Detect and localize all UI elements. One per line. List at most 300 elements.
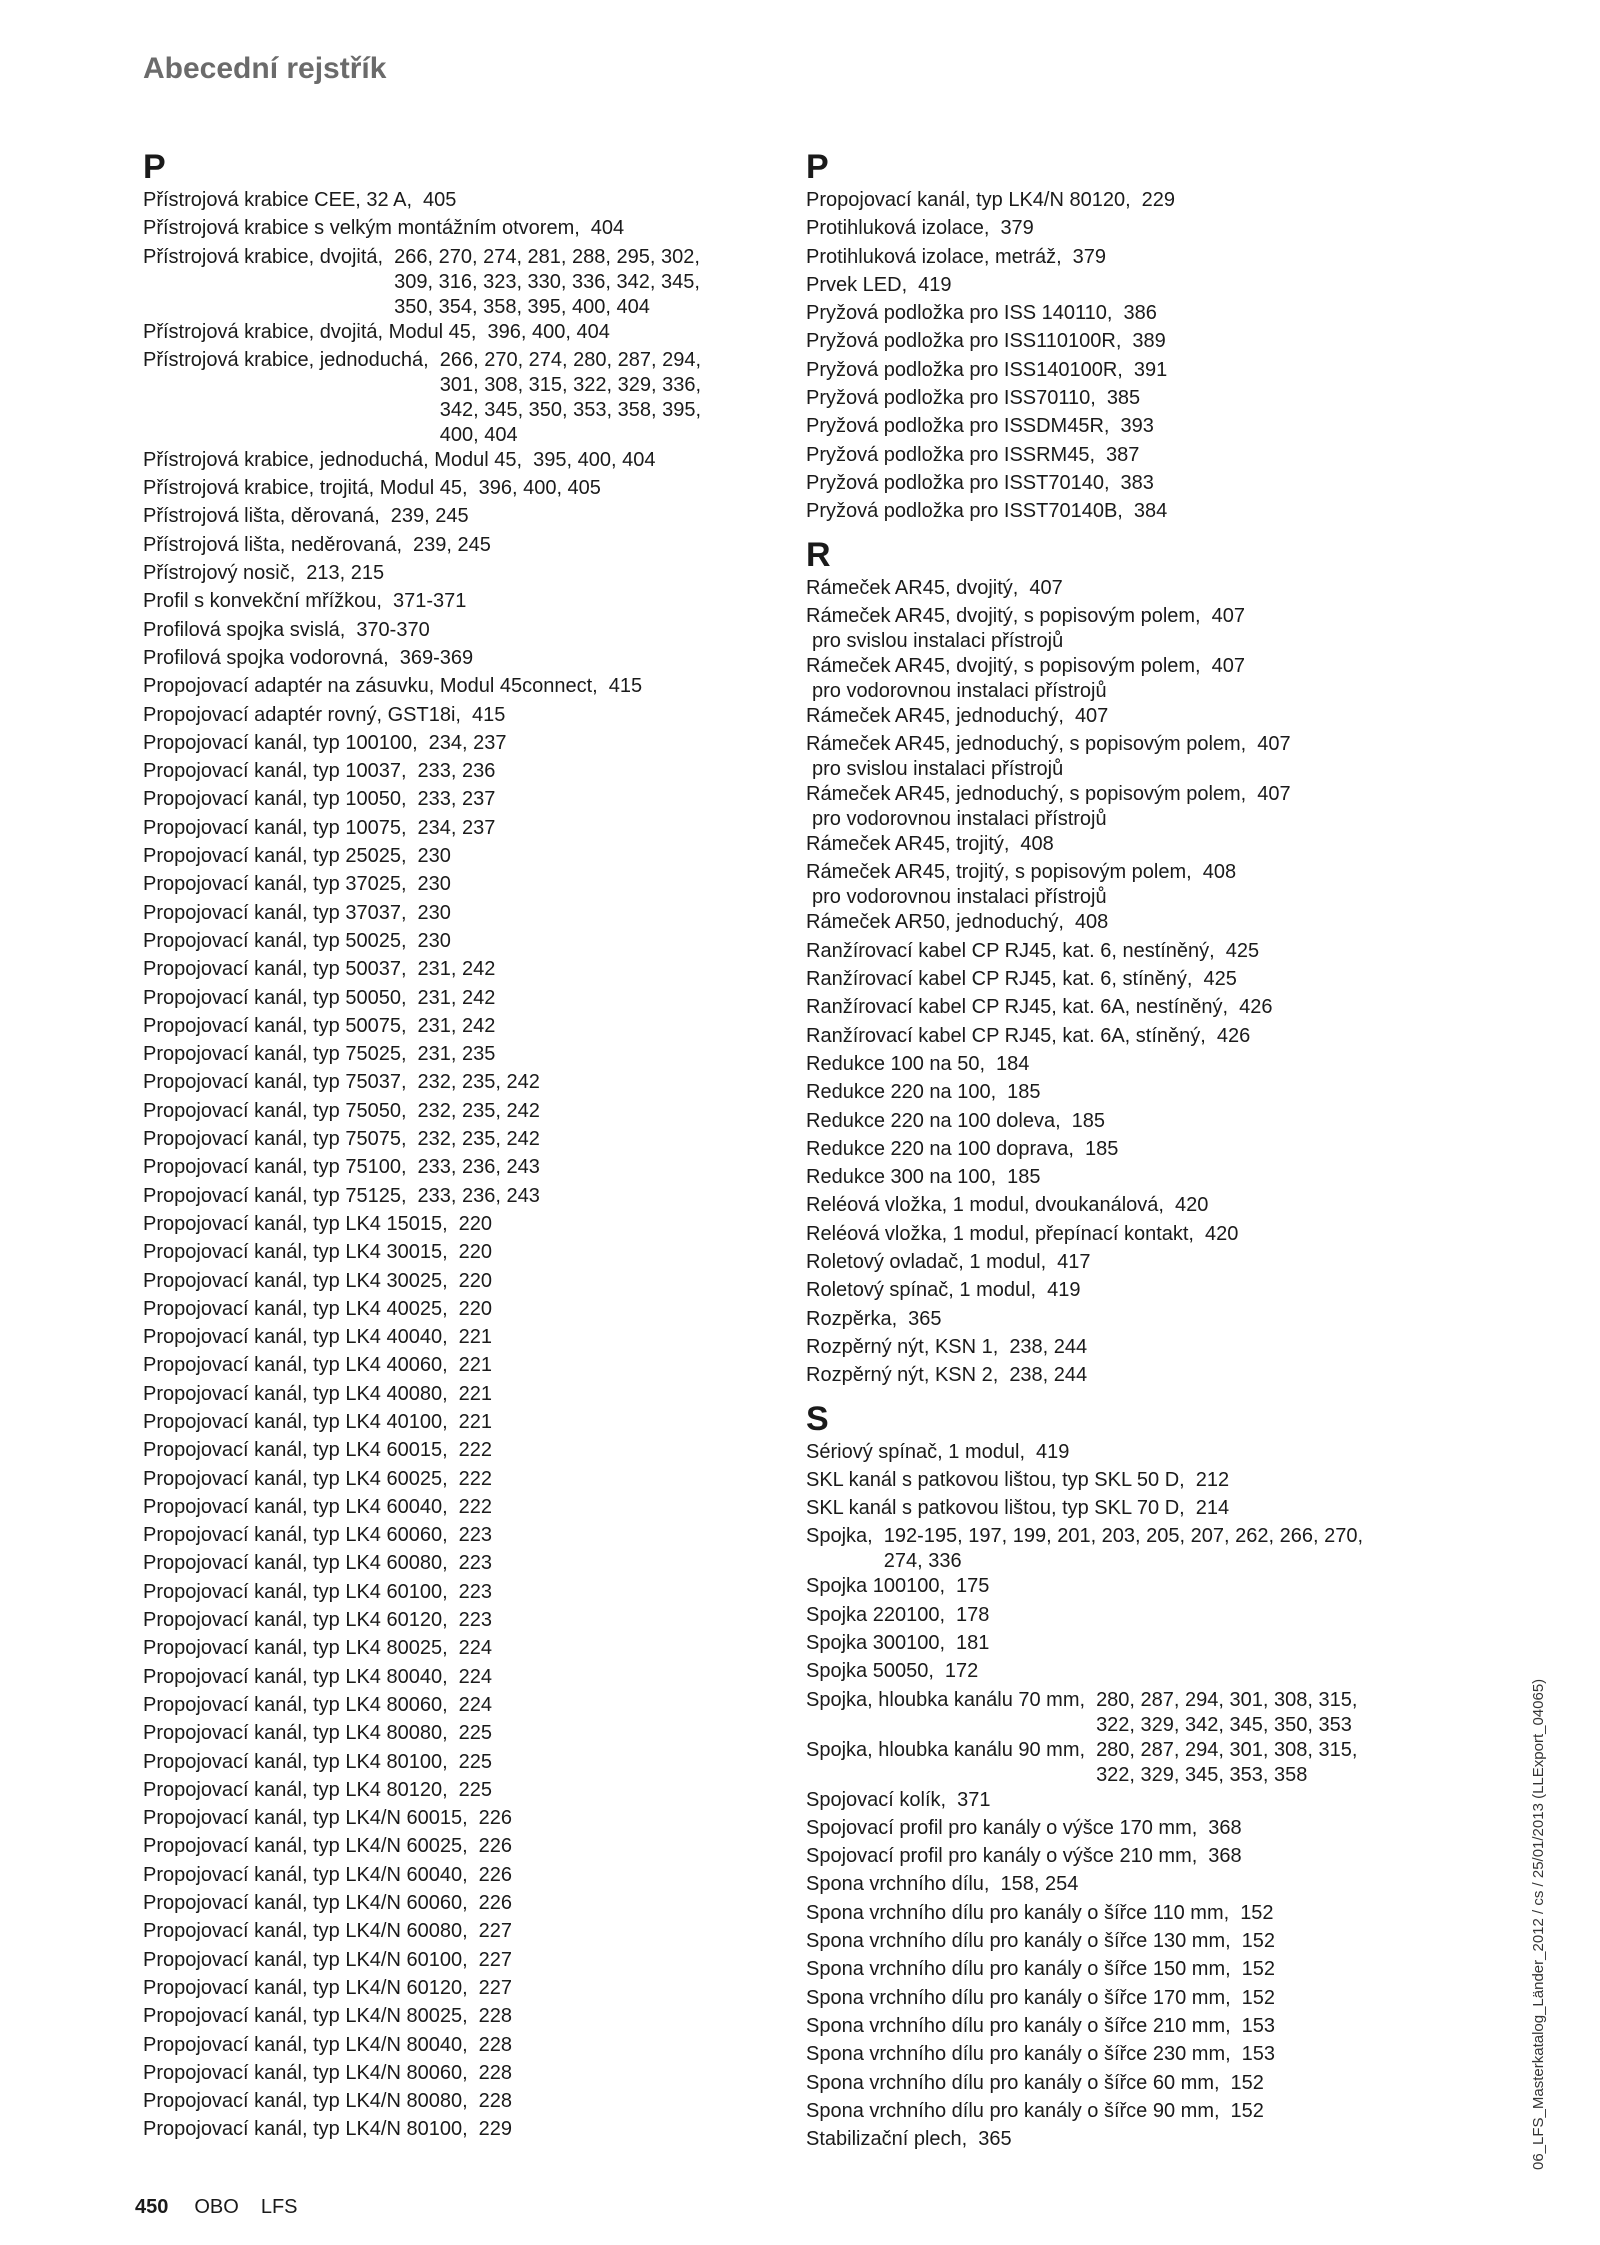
entry-term: Spojka 50050, <box>806 1660 934 1683</box>
entry-term: Ranžírovací kabel CP RJ45, kat. 6A, stíněný, <box>806 1024 1206 1047</box>
entry-term: SKL kanál s patkovou lištou, typ SKL 70 D, <box>806 1497 1185 1520</box>
entry-pages: 225 <box>458 1750 493 1773</box>
entry-pages: 225 <box>458 1778 493 1801</box>
entry-pages: 226 <box>478 1835 513 1858</box>
entry-term: Propojovací kanál, typ 37037, <box>143 901 407 924</box>
index-entry <box>143 1297 783 1325</box>
index-entry <box>143 533 783 561</box>
entry-term: Propojovací adaptér rovný, GST18i, <box>143 703 461 726</box>
entry-term: Propojovací kanál, typ 37025, <box>143 873 407 896</box>
entry-pages: 223 <box>458 1524 493 1547</box>
index-entry <box>143 1155 783 1183</box>
entry-pages: 379 <box>1072 245 1107 268</box>
index-entry <box>806 2042 1506 2070</box>
index-entry <box>143 1948 783 1976</box>
entry-pages: 220 <box>458 1269 493 1292</box>
index-entry <box>143 1778 783 1806</box>
index-entry <box>143 1693 783 1721</box>
entry-term: Propojovací kanál, typ LK4/N 80040, <box>143 2033 468 2056</box>
entry-term: Spojka, hloubka kanálu 70 mm, <box>806 1688 1086 1711</box>
entry-term: Propojovací kanál, typ LK4 40040, <box>143 1326 448 1349</box>
index-entry <box>806 1957 1506 1985</box>
entry-term: Propojovací kanál, typ LK4 60040, <box>143 1495 448 1518</box>
entry-pages: 223 <box>458 1609 493 1632</box>
entry-pages: 239, 245 <box>413 533 491 556</box>
index-entry <box>143 1240 783 1268</box>
index-entry <box>143 1721 783 1749</box>
entry-term: Rozpěrka, <box>806 1307 898 1330</box>
entry-pages: 365 <box>978 2128 1012 2151</box>
entry-pages: 220 <box>458 1241 493 1264</box>
index-entry <box>806 499 1506 527</box>
entry-pages: 407 <box>1211 654 1245 677</box>
index-entry <box>143 1184 783 1212</box>
entry-pages: 425 <box>1225 939 1260 962</box>
entry-pages: 153 <box>1241 2014 1276 2037</box>
entry-pages: 229 <box>478 2118 513 2141</box>
entry-term: Profilová spojka svislá, <box>143 618 346 641</box>
entry-term: Propojovací kanál, typ LK4 80080, <box>143 1722 448 1745</box>
index-entry <box>143 1891 783 1919</box>
index-entry <box>806 1524 1506 1574</box>
entry-term: Propojovací kanál, typ LK4/N 80025, <box>143 2005 468 2028</box>
entry-term: Přístrojová krabice s velkým montážním otvorem, <box>143 217 580 240</box>
entry-pages: 386 <box>1123 302 1157 325</box>
entry-pages: 222 <box>458 1467 493 1490</box>
index-entry <box>143 1834 783 1862</box>
footer-catalog: LFS <box>260 2196 298 2218</box>
entry-term: Ranžírovací kabel CP RJ45, kat. 6A, nestíněný, <box>806 996 1229 1019</box>
entry-term: Propojovací kanál, typ 100100, <box>143 731 418 754</box>
entry-pages: 184 <box>996 1052 1030 1075</box>
entry-term: Pryžová podložka pro ISS140100R, <box>806 358 1123 381</box>
entry-term: Propojovací kanál, typ LK4 80120, <box>143 1778 448 1801</box>
entry-term: Propojovací kanál, typ LK4 60025, <box>143 1467 448 1490</box>
index-entry <box>143 1495 783 1523</box>
entry-pages: 238, 244 <box>1009 1335 1088 1358</box>
entry-term: Spojka 100100, <box>806 1575 946 1598</box>
index-entry <box>143 787 783 815</box>
index-entry <box>143 1438 783 1466</box>
entry-subterm: pro vodorovnou instalaci přístrojů <box>812 808 1107 831</box>
entry-pages: 280, 287, 294, 301, 308, 315, 322, 329, 345, 353, 358 <box>1096 1738 1358 1786</box>
entry-pages: 415 <box>471 703 506 726</box>
entry-pages: 230 <box>417 845 451 868</box>
entry-pages: 152 <box>1241 1958 1276 1981</box>
entry-term: Redukce 220 na 100 doprava, <box>806 1137 1074 1160</box>
index-entry <box>143 1523 783 1551</box>
index-entry <box>806 995 1506 1023</box>
entry-term: Roletový ovladač, 1 modul, <box>806 1251 1047 1274</box>
index-entry <box>806 2014 1506 2042</box>
index-entry <box>143 1353 783 1381</box>
index-entry <box>806 732 1506 782</box>
entry-term: Propojovací kanál, typ 25025, <box>143 845 407 868</box>
entry-pages: 419 <box>918 273 952 296</box>
entry-term: Spona vrchního dílu pro kanály o šířce 170 mm, <box>806 1986 1231 2009</box>
entry-pages: 185 <box>1084 1137 1119 1160</box>
entry-pages: 223 <box>458 1552 493 1575</box>
index-entry <box>806 1024 1506 1052</box>
index-entry <box>806 910 1506 938</box>
entry-term: Propojovací kanál, typ LK4/N 60015, <box>143 1807 468 1830</box>
entry-term: Přístrojová krabice CEE, 32 A, <box>143 189 413 211</box>
index-entry <box>143 844 783 872</box>
entry-pages: 234, 237 <box>417 816 496 839</box>
entry-pages: 234, 237 <box>428 731 507 754</box>
index-entry <box>806 386 1506 414</box>
entry-term: Spojovací profil pro kanály o výšce 170 mm, <box>806 1816 1198 1839</box>
entry-term: Redukce 100 na 50, <box>806 1052 986 1075</box>
entry-term: Propojovací kanál, typ LK4 80040, <box>143 1665 448 1688</box>
entry-subterm: pro vodorovnou instalaci přístrojů <box>812 679 1107 702</box>
entry-term: Propojovací kanál, typ 75025, <box>143 1043 407 1066</box>
index-entry <box>143 674 783 702</box>
index-entry <box>143 348 783 448</box>
entry-term: Propojovací kanál, typ 10037, <box>143 760 407 783</box>
entry-pages: 213, 215 <box>306 562 385 585</box>
entry-term: Propojovací kanál, typ LK4 40060, <box>143 1354 448 1377</box>
entry-term: Propojovací kanál, typ LK4 30015, <box>143 1241 448 1264</box>
entry-pages: 220 <box>458 1212 493 1235</box>
index-entry <box>143 245 783 320</box>
index-entry <box>143 1212 783 1240</box>
index-entry <box>806 654 1506 704</box>
page-number: 450 <box>135 2196 169 2218</box>
index-entry <box>806 471 1506 499</box>
entry-pages: 393 <box>1120 415 1154 438</box>
entry-term: Propojovací kanál, typ 75125, <box>143 1184 407 1207</box>
entry-term: Pryžová podložka pro ISSRM45, <box>806 443 1096 466</box>
entry-pages: 233, 237 <box>417 788 496 811</box>
index-column-left <box>143 146 783 2146</box>
entry-term: Rámeček AR45, trojitý, <box>806 833 1010 856</box>
entry-pages: 365 <box>908 1307 942 1330</box>
index-entry <box>143 1750 783 1778</box>
entry-pages: 233, 236 <box>417 760 496 783</box>
index-entry <box>143 448 783 476</box>
entry-pages: 226 <box>478 1892 513 1915</box>
entry-term: Přístrojová krabice, jednoduchá, Modul 45, <box>143 448 523 471</box>
entry-pages: 408 <box>1074 911 1109 934</box>
entry-pages: 231, 242 <box>417 986 496 1009</box>
entry-term: Propojovací kanál, typ LK4/N 80060, <box>143 2061 468 2084</box>
index-entry <box>806 1468 1506 1496</box>
entry-term: Rámeček AR45, trojitý, s popisovým polem, <box>806 861 1192 884</box>
index-entry <box>143 320 783 348</box>
entry-subterm: pro svislou instalaci přístrojů <box>812 629 1064 652</box>
index-entry <box>143 2089 783 2117</box>
index-entry <box>806 273 1506 301</box>
index-entry <box>143 2004 783 2032</box>
index-entry <box>143 1863 783 1891</box>
entry-pages: 232, 235, 242 <box>417 1071 540 1094</box>
index-entry <box>806 1250 1506 1278</box>
index-entry <box>806 576 1506 604</box>
entry-term: Propojovací adaptér na zásuvku, Modul 45connect, <box>143 675 598 698</box>
index-entry <box>806 329 1506 357</box>
entry-term: Propojovací kanál, typ 10075, <box>143 816 407 839</box>
index-entry <box>806 1659 1506 1687</box>
section-letter: R <box>806 535 831 574</box>
entry-pages: 152 <box>1230 2099 1264 2122</box>
entry-term: Propojovací kanál, typ LK4/N 60060, <box>143 1892 468 1915</box>
entry-term: Profil s konvekční mřížkou, <box>143 590 382 613</box>
index-entry <box>806 1080 1506 1108</box>
entry-term: Propojovací kanál, typ 75075, <box>143 1128 407 1151</box>
entry-term: Spona vrchního dílu pro kanály o šířce 210 mm, <box>806 2014 1231 2037</box>
entry-term: Rámeček AR45, jednoduchý, <box>806 704 1064 727</box>
entry-pages: 383 <box>1120 471 1154 494</box>
entry-term: Rámeček AR45, dvojitý, s popisovým polem, <box>806 604 1201 627</box>
index-entry <box>806 216 1506 244</box>
index-entry <box>806 704 1506 732</box>
entry-pages: 225 <box>458 1722 493 1745</box>
index-entry <box>143 1467 783 1495</box>
index-entry <box>143 986 783 1014</box>
entry-term: Propojovací kanál, typ 50075, <box>143 1014 407 1037</box>
entry-term: Pryžová podložka pro ISS70110, <box>806 387 1096 410</box>
entry-pages: 233, 236, 243 <box>417 1156 540 1179</box>
index-entry <box>806 1307 1506 1335</box>
entry-pages: 175 <box>956 1575 990 1598</box>
entry-term: Spojka, hloubka kanálu 90 mm, <box>806 1738 1086 1761</box>
index-entry <box>143 1014 783 1042</box>
entry-term: SKL kanál s patkovou lištou, typ SKL 50 D, <box>806 1468 1185 1491</box>
entry-term: Propojovací kanál, typ LK4 40025, <box>143 1297 448 1320</box>
index-entry <box>806 1631 1506 1659</box>
index-entry <box>143 703 783 731</box>
entry-pages: 371 <box>957 1788 991 1811</box>
entry-pages: 420 <box>1205 1222 1239 1245</box>
entry-pages: 385 <box>1106 387 1141 410</box>
entry-term: Stabilizační plech, <box>806 2128 968 2151</box>
index-entry <box>143 1269 783 1297</box>
index-entry <box>806 1363 1506 1391</box>
index-entry <box>143 216 783 244</box>
entry-pages: 227 <box>478 1920 513 1943</box>
entry-pages: 227 <box>478 1948 513 1971</box>
entry-pages: 226 <box>478 1807 513 1830</box>
entry-pages: 426 <box>1239 996 1273 1019</box>
index-entry <box>143 929 783 957</box>
entry-term: Ranžírovací kabel CP RJ45, kat. 6, stíněný, <box>806 968 1193 991</box>
entry-pages: 415 <box>608 675 643 698</box>
entry-pages: 384 <box>1133 500 1168 523</box>
entry-pages: 214 <box>1195 1497 1230 1520</box>
entry-pages: 221 <box>458 1354 493 1377</box>
entry-pages: 152 <box>1241 1930 1276 1953</box>
index-entry <box>806 2099 1506 2127</box>
entry-term: Spojovací profil pro kanály o výšce 210 mm, <box>806 1845 1198 1868</box>
entry-pages: 371-371 <box>392 590 467 613</box>
index-entry <box>143 872 783 900</box>
index-section <box>806 146 1506 528</box>
entry-term: Rozpěrný nýt, KSN 2, <box>806 1364 999 1387</box>
index-entry <box>143 1410 783 1438</box>
entry-pages: 152 <box>1241 1986 1276 2009</box>
index-entry <box>806 1603 1506 1631</box>
entry-term: Propojovací kanál, typ 50050, <box>143 986 407 1009</box>
index-entry <box>806 1222 1506 1250</box>
entry-term: Přístrojová krabice, trojitá, Modul 45, <box>143 477 468 500</box>
index-entry <box>143 646 783 674</box>
index-entry <box>806 1788 1506 1816</box>
index-entry <box>806 358 1506 386</box>
entry-pages: 407 <box>1257 733 1291 756</box>
index-entry <box>806 1496 1506 1524</box>
entry-term: Spojka 220100, <box>806 1603 946 1626</box>
index-entry <box>143 1551 783 1579</box>
entry-subterm: pro svislou instalaci přístrojů <box>812 758 1064 781</box>
entry-term: Reléová vložka, 1 modul, dvoukanálová, <box>806 1194 1164 1217</box>
index-entry <box>806 301 1506 329</box>
entry-term: Propojovací kanál, typ LK4/N 80120, <box>806 189 1131 211</box>
index-section <box>806 534 1506 1392</box>
index-entry <box>143 731 783 759</box>
entry-term: Pryžová podložka pro ISSDM45R, <box>806 415 1110 438</box>
entry-term: Roletový spínač, 1 modul, <box>806 1279 1037 1302</box>
index-entry <box>143 2061 783 2089</box>
entry-term: Přístrojová krabice, dvojitá, Modul 45, <box>143 320 477 343</box>
entry-pages: 266, 270, 274, 280, 287, 294, 301, 308, 315, 322, 329, 336, 342, 345, 350, 353, 358, 395, 400, 404 <box>439 348 702 446</box>
entry-pages: 232, 235, 242 <box>417 1128 540 1151</box>
index-entry <box>143 816 783 844</box>
entry-pages: 280, 287, 294, 301, 308, 315, 322, 329, 342, 345, 350, 353 <box>1096 1688 1358 1736</box>
index-entry <box>806 832 1506 860</box>
entry-pages: 426 <box>1216 1024 1251 1047</box>
entry-term: Pryžová podložka pro ISST70140, <box>806 471 1110 494</box>
entry-term: Propojovací kanál, typ LK4/N 60120, <box>143 1976 468 1999</box>
entry-term: Redukce 220 na 100 doleva, <box>806 1109 1061 1132</box>
index-entry <box>806 1052 1506 1080</box>
entry-pages: 395, 400, 404 <box>533 448 656 471</box>
entry-pages: 226 <box>478 1863 513 1886</box>
index-entry <box>143 618 783 646</box>
entry-pages: 368 <box>1208 1816 1242 1839</box>
entry-term: Prvek LED, <box>806 273 908 296</box>
entry-term: Redukce 220 na 100, <box>806 1081 997 1104</box>
entry-pages: 404 <box>590 217 625 240</box>
entry-pages: 185 <box>1071 1109 1106 1132</box>
index-entry <box>806 1872 1506 1900</box>
entry-term: Spona vrchního dílu pro kanály o šířce 230 mm, <box>806 2043 1231 2066</box>
entry-term: Rámeček AR45, dvojitý, <box>806 576 1019 599</box>
entry-term: Přístrojový nosič, <box>143 562 296 585</box>
entry-pages: 419 <box>1036 1440 1070 1463</box>
entry-term: Pryžová podložka pro ISST70140B, <box>806 500 1123 523</box>
entry-term: Propojovací kanál, typ LK4 60120, <box>143 1609 448 1632</box>
entry-pages: 407 <box>1257 783 1291 806</box>
entry-pages: 387 <box>1106 443 1140 466</box>
index-entry <box>143 901 783 929</box>
index-entry <box>806 1335 1506 1363</box>
entry-pages: 369-369 <box>399 646 474 669</box>
page-title: Abecední rejstřík <box>143 52 387 85</box>
entry-pages: 228 <box>478 2005 513 2028</box>
entry-term: Spojka, <box>806 1525 873 1548</box>
entry-term: Propojovací kanál, typ LK4/N 60100, <box>143 1948 468 1971</box>
entry-term: Profilová spojka vodorovná, <box>143 646 389 669</box>
page-footer <box>135 2196 298 2219</box>
entry-pages: 220 <box>458 1297 493 1320</box>
entry-pages: 224 <box>458 1665 493 1688</box>
entry-pages: 222 <box>458 1439 493 1462</box>
entry-term: Rámeček AR45, jednoduchý, s popisovým polem, <box>806 783 1247 806</box>
entry-pages: 391 <box>1133 358 1168 381</box>
entry-pages: 212 <box>1195 1468 1230 1491</box>
entry-term: Propojovací kanál, typ 75037, <box>143 1071 407 1094</box>
index-entry <box>143 2117 783 2145</box>
index-entry <box>806 1109 1506 1137</box>
index-entry <box>143 2033 783 2061</box>
index-entry <box>143 1042 783 1070</box>
entry-pages: 408 <box>1020 833 1054 856</box>
index-entry <box>806 1738 1506 1788</box>
index-entry <box>806 2127 1506 2155</box>
entry-term: Propojovací kanál, typ LK4/N 60040, <box>143 1863 468 1886</box>
entry-pages: 152 <box>1230 2071 1264 2094</box>
entry-pages: 231, 242 <box>417 958 496 981</box>
entry-pages: 420 <box>1175 1194 1209 1217</box>
index-entry <box>143 1608 783 1636</box>
entry-term: Propojovací kanál, typ LK4 40080, <box>143 1382 448 1405</box>
entry-term: Přístrojová lišta, děrovaná, <box>143 505 380 528</box>
entry-term: Propojovací kanál, typ LK4 80025, <box>143 1637 448 1660</box>
index-entry <box>806 245 1506 273</box>
entry-pages: 228 <box>478 2061 513 2084</box>
index-entry <box>806 1165 1506 1193</box>
entry-term: Spona vrchního dílu pro kanály o šířce 90 mm, <box>806 2099 1220 2122</box>
entry-pages: 407 <box>1029 576 1063 599</box>
index-column-right <box>806 146 1506 2155</box>
index-entry <box>143 589 783 617</box>
index-entry <box>806 1574 1506 1602</box>
entry-term: Spojovací kolík, <box>806 1788 947 1811</box>
entry-pages: 233, 236, 243 <box>417 1184 540 1207</box>
entry-pages: 185 <box>1007 1081 1041 1104</box>
index-entry <box>806 939 1506 967</box>
entry-pages: 232, 235, 242 <box>417 1099 540 1122</box>
entry-term: Spona vrchního dílu pro kanály o šířce 130 mm, <box>806 1930 1231 1953</box>
entry-term: Propojovací kanál, typ 50025, <box>143 929 407 952</box>
entry-term: Propojovací kanál, typ LK4 80060, <box>143 1693 448 1716</box>
entry-pages: 172 <box>944 1660 979 1683</box>
entry-term: Přístrojová lišta, neděrovaná, <box>143 533 403 556</box>
entry-term: Spona vrchního dílu pro kanály o šířce 60 mm, <box>806 2071 1220 2094</box>
side-note: 06_LFS_Masterkatalog_Länder_2012 / cs / 25/01/2013 (LLExport_04065) <box>1530 1678 1547 2170</box>
entry-term: Přístrojová krabice, dvojitá, <box>143 245 384 268</box>
entry-subterm: pro vodorovnou instalaci přístrojů <box>812 886 1107 909</box>
index-entry <box>143 1382 783 1410</box>
index-entry <box>806 443 1506 471</box>
entry-pages: 181 <box>956 1631 990 1654</box>
index-entry <box>143 1636 783 1664</box>
entry-term: Propojovací kanál, typ LK4/N 80080, <box>143 2090 468 2113</box>
entry-term: Propojovací kanál, typ LK4 60080, <box>143 1552 448 1575</box>
index-entry <box>806 1844 1506 1872</box>
entry-pages: 407 <box>1211 604 1245 627</box>
entry-pages: 396, 400, 405 <box>478 477 601 500</box>
entry-pages: 221 <box>458 1410 493 1433</box>
index-entry <box>143 1665 783 1693</box>
index-entry <box>806 1901 1506 1929</box>
entry-pages: 396, 400, 404 <box>487 320 610 343</box>
entry-term: Propojovací kanál, typ LK4 60015, <box>143 1439 448 1462</box>
entry-pages: 228 <box>478 2033 513 2056</box>
index-entry <box>806 1816 1506 1844</box>
entry-pages: 238, 244 <box>1009 1364 1088 1387</box>
